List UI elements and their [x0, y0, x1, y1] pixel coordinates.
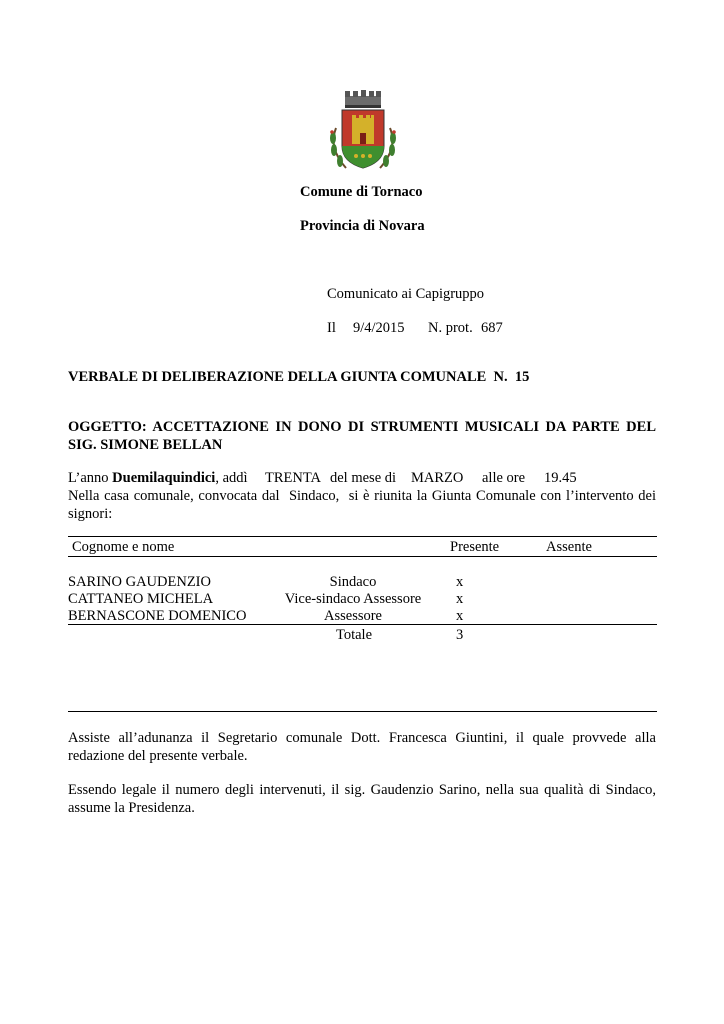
time-value: 19.45: [544, 470, 577, 486]
table-total-rule: [68, 624, 657, 625]
comune-title: Comune di Tornaco: [300, 184, 423, 200]
table-header-rule: [68, 556, 657, 557]
prot-label: N. prot.: [428, 320, 473, 336]
total-value: 3: [456, 627, 464, 643]
header-present: Presente: [450, 539, 500, 555]
addi-label: , addì: [215, 470, 248, 486]
oggetto: OGGETTO: ACCETTAZIONE IN DONO DI STRUMENTI MUSICALI DA PARTE DEL SIG. SIMONE BELLAN: [68, 419, 656, 453]
mese-label: del mese di: [330, 470, 397, 486]
member-name: BERNASCONE DOMENICO: [68, 608, 247, 624]
provincia-title: Provincia di Novara: [300, 218, 425, 234]
il-label: Il: [327, 320, 336, 336]
prot-number: 687: [481, 320, 503, 336]
communication-date: 9/4/2015: [353, 320, 405, 336]
day-value: TRENTA: [265, 470, 322, 486]
member-name: CATTANEO MICHELA: [68, 591, 214, 607]
municipal-crest-emblem: [318, 88, 408, 178]
member-role: Vice-sindaco Assessore: [284, 591, 422, 607]
member-present: x: [456, 574, 464, 590]
anno-value: Duemilaquindici: [112, 470, 216, 486]
document-title: VERBALE DI DELIBERAZIONE DELLA GIUNTA COMUNALE N. 15: [68, 369, 530, 385]
member-role: Assessore: [324, 608, 382, 624]
segretario-paragraph: Assiste all’adunanza il Segretario comunale Dott. Francesca Giuntini, il quale provvede alla redazione del presente verbale.: [68, 730, 656, 764]
member-name: SARINO GAUDENZIO: [68, 574, 211, 590]
intro-line-1: [68, 470, 248, 487]
presidenza-paragraph: Essendo legale il numero degli intervenuti, il sig. Gaudenzio Sarino, nella sua qualità di Sindaco, assume la Presidenza.: [68, 782, 656, 816]
member-present: x: [456, 608, 464, 624]
total-label: Totale: [336, 627, 373, 643]
table-bottom-rule: [68, 711, 657, 712]
ore-label: alle ore: [482, 470, 526, 486]
member-role: Sindaco: [329, 574, 377, 590]
communication-label: Comunicato ai Capigruppo: [327, 286, 485, 302]
member-present: x: [456, 591, 464, 607]
table-top-rule: [68, 536, 657, 537]
header-absent: Assente: [546, 539, 592, 555]
month-value: MARZO: [411, 470, 464, 486]
intro-line-2: Nella casa comunale, convocata dal Sindaco, si è riunita la Giunta Comunale con l’intervento dei signori:: [68, 488, 660, 522]
header-name: Cognome e nome: [72, 539, 175, 555]
anno-label: L’anno: [68, 470, 109, 486]
